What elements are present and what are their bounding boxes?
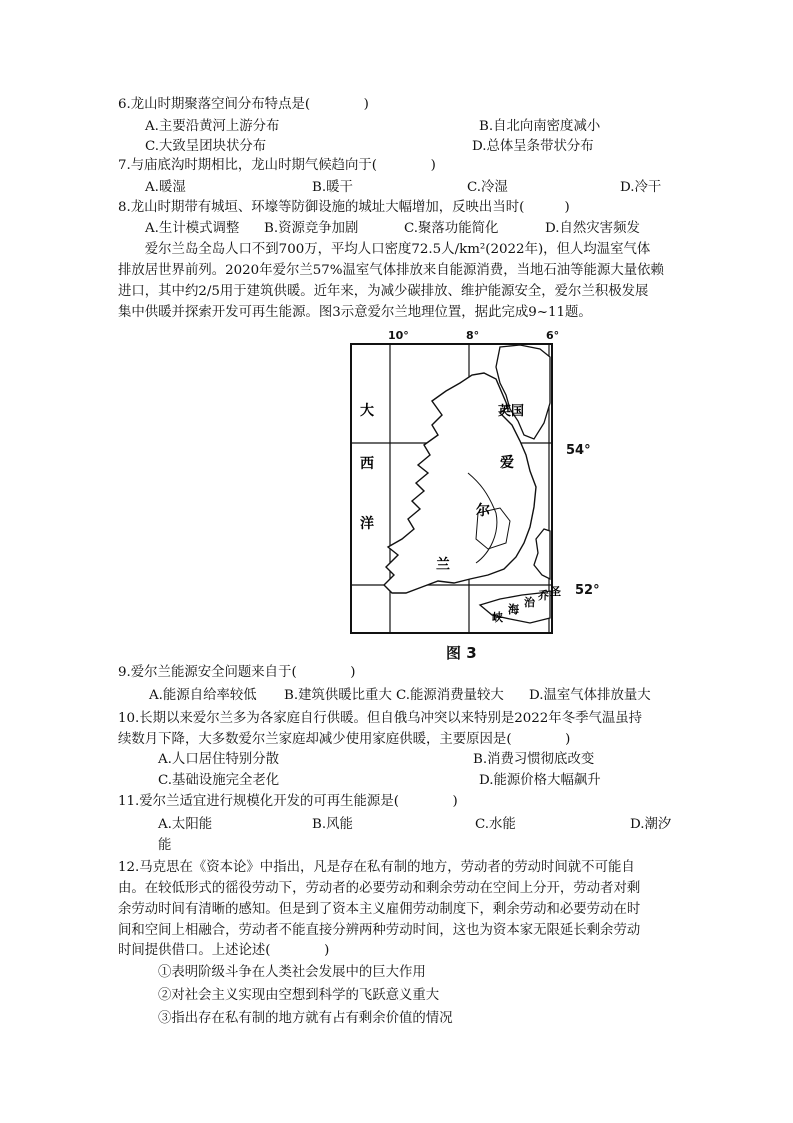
lat-label-52: 52° [575, 583, 600, 598]
q12-stem-line: 余劳动时间有清晰的感知。但是到了资本主义雇佣劳动制度下，剩余劳动和必要劳动在时 [118, 902, 641, 917]
ireland-map [350, 343, 561, 634]
ocean-char-1: 大 [360, 403, 374, 419]
q11-option-d: D.潮汐 [630, 817, 672, 832]
q6-option-c: C.大致呈团块状分布 [145, 139, 267, 154]
channel-char-3: 治 [524, 596, 535, 609]
q9-option-a: A.能源自给率较低 [149, 688, 257, 703]
ireland-char-3: 兰 [436, 557, 450, 573]
q12-statement-3: ③指出存在私有制的地方就有占有剩余价值的情况 [158, 1011, 453, 1026]
q10-stem: 续数月下降，大多数爱尔兰家庭却减少使用家庭供暖，主要原因是( ) [118, 732, 571, 747]
ocean-char-3: 洋 [360, 516, 374, 532]
lat-label-54: 54° [566, 443, 591, 458]
q11-option-d-wrap: 能 [158, 838, 172, 853]
ireland-char-1: 爱 [500, 455, 514, 471]
q12-stem-line: 间和空间上相融合，劳动者不能直接分辨两种劳动时间，这也为资本家无限延长剩余劳动 [118, 923, 641, 938]
channel-char-5: 峡 [492, 611, 503, 624]
q6-option-a: A.主要沿黄河上游分布 [145, 119, 280, 134]
lon-label-10: 10° [388, 329, 409, 342]
q6-stem: 6.龙山时期聚落空间分布特点是( ) [118, 97, 369, 112]
q7-option-d: D.冷干 [620, 180, 662, 195]
passage-line: 集中供暖并探索开发可再生能源。图3示意爱尔兰地理位置，据此完成9~11题。 [118, 305, 592, 320]
q11-option-c: C.水能 [475, 817, 516, 832]
q9-stem: 9.爱尔兰能源安全问题来自于( ) [118, 665, 356, 680]
channel-char-4: 海 [508, 603, 519, 616]
channel-char-1: 圣 [550, 585, 561, 598]
q11-option-b: B.风能 [312, 817, 353, 832]
ocean-char-2: 西 [360, 456, 374, 472]
passage-line: 进口，其中约2/5用于建筑供暖。近年来，为减少碳排放、维护能源安全，爱尔兰积极发展 [118, 284, 649, 299]
q12-stem-line: 时间提供借口。上述论述( ) [118, 943, 330, 958]
q10-option-c: C.基础设施完全老化 [158, 773, 280, 788]
q10-option-a: A.人口居住特别分散 [158, 752, 280, 767]
q10-stem: 10.长期以来爱尔兰多为各家庭自行供暖。但自俄乌冲突以来特别是2022年冬季气温虽持 [118, 711, 643, 726]
q11-stem: 11.爱尔兰适宜进行规模化开发的可再生能源是( ) [118, 794, 458, 809]
q12-stem-line: 由。在较低形式的徭役劳动下，劳动者的必要劳动和剩余劳动在空间上分开，劳动者对剩 [118, 881, 641, 896]
q6-option-b: B.自北向南密度减小 [479, 119, 601, 134]
q10-option-b: B.消费习惯彻底改变 [473, 752, 595, 767]
q10-option-d: D.能源价格大幅飙升 [479, 773, 601, 788]
lon-label-8: 8° [466, 329, 480, 342]
q7-stem: 7.与庙底沟时期相比，龙山时期气候趋向于( ) [118, 158, 436, 173]
figure-caption: 图 3 [446, 644, 477, 662]
q9-option-b: B.建筑供暖比重大 [284, 688, 392, 703]
q12-statement-1: ①表明阶级斗争在人类社会发展中的巨大作用 [158, 965, 426, 980]
passage-line: 爱尔兰岛全岛人口不到700万，平均人口密度72.5人/km²(2022年)，但人均温室气体 [118, 242, 651, 257]
q8-stem: 8.龙山时期带有城垣、环壕等防御设施的城址大幅增加，反映出当时( ) [118, 200, 570, 215]
q8-option-c: C.聚落功能简化 [404, 221, 499, 236]
q9-option-c: C.能源消费量较大 [396, 688, 504, 703]
q12-stem-line: 12.马克思在《资本论》中指出，凡是存在私有制的地方，劳动者的劳动时间就不可能自 [118, 860, 635, 875]
q9-option-d: D.温室气体排放量大 [529, 688, 651, 703]
q8-option-d: D.自然灾害频发 [545, 221, 640, 236]
uk-label: 英国 [498, 404, 525, 419]
q7-option-b: B.暖干 [312, 180, 353, 195]
q7-option-a: A.暖湿 [145, 180, 186, 195]
ireland-char-2: 尔 [476, 503, 490, 519]
lon-label-6: 6° [546, 329, 560, 342]
q11-option-a: A.太阳能 [158, 817, 213, 832]
q8-option-b: B.资源竞争加剧 [264, 221, 359, 236]
q7-option-c: C.冷湿 [467, 180, 508, 195]
q8-option-a: A.生计模式调整 [145, 221, 240, 236]
q12-statement-2: ②对社会主义实现由空想到科学的飞跃意义重大 [158, 988, 440, 1003]
passage-line: 排放居世界前列。2020年爱尔兰57%温室气体排放来自能源消费，当地石油等能源大量依赖 [118, 263, 664, 278]
channel-char-2: 乔 [538, 589, 549, 602]
q6-option-d: D.总体呈条带状分布 [472, 139, 594, 154]
